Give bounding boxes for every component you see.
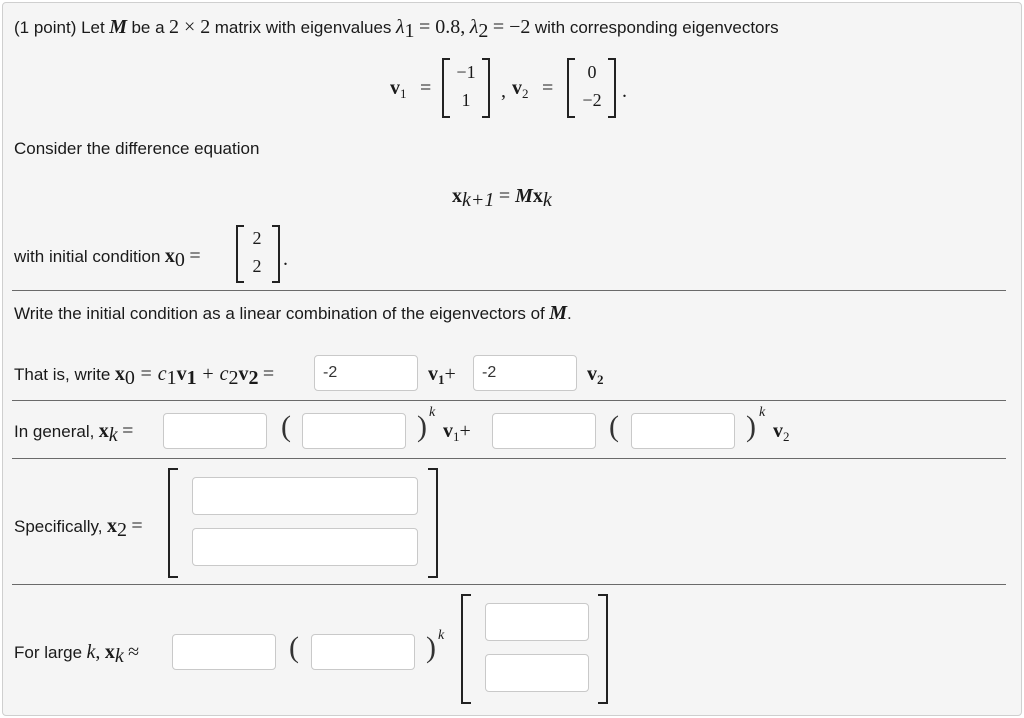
q2-exp-k-1: k [429,405,436,420]
large-k-base-input[interactable] [311,634,415,670]
x0-bracket-right [272,225,280,283]
v1-entry-1: −1 [456,62,476,82]
v2-equals: = [542,77,554,99]
matrix-symbol: M [109,16,127,38]
v1-bracket-right [482,58,490,118]
c2-input[interactable] [473,355,577,391]
initial-condition-line: with initial condition $x_0$ = [14,245,201,271]
intro-be-a: be a [131,18,165,37]
intro-matrix-text: matrix with eigenvalues [214,18,392,37]
general-coef1-input[interactable] [163,413,267,449]
v2-bracket-right [608,58,616,118]
lambda1-value: = 0.8, [419,16,466,38]
task-line: Write the initial condition as a linear combination of the eigenvectors of M. [14,302,572,324]
q2-paren-close-2: ) [746,410,756,443]
large-k-coef-input[interactable] [172,634,276,670]
q2-v2: $v_2$ [773,420,790,444]
general-coef2-input[interactable] [492,413,596,449]
divider-1 [12,290,1006,291]
general-base1-input[interactable] [302,413,406,449]
large-k-bracket-right [598,594,608,704]
q4-paren-close: ) [426,631,436,664]
lambda1-sub: 1 [404,20,415,42]
large-k-bracket-left [461,594,471,704]
large-k-vec-entry-1-input[interactable] [485,603,589,641]
q1-v2-after: $v_2$ [587,363,604,387]
v2-bracket-left [567,58,575,118]
divider-3 [12,458,1006,459]
q2-v1: $v_1+$ [443,420,471,444]
v1-label: $v_1$ [390,77,407,101]
lambda2-symbol: λ [469,16,479,38]
large-k-vec-entry-2-input[interactable] [485,654,589,692]
general-base2-input[interactable] [631,413,735,449]
q2-exp-k-2: k [759,405,766,420]
intro-point-text: (1 point) Let [14,18,105,37]
q3-label: Specifically, $x_2$ = [14,515,143,541]
v1-entry-2: 1 [461,90,471,110]
difference-equation: $x_{k+1} = Mx_k$ [452,185,552,211]
q4-label: For large k, $x_k$ ≈ [14,641,140,667]
q1-label: That is, write $x_0 = c_1v_1 + c_2v_2$ = [14,363,275,389]
matrix-dims: 2 × 2 [168,16,211,38]
q2-paren-close-1: ) [417,410,427,443]
q2-label: In general, $x_k$ = [14,420,134,446]
intro-tail: with corresponding eigenvectors [534,18,779,37]
v2-entry-1: 0 [587,62,597,82]
lambda2-value: = −2 [492,16,531,38]
x2-entry-1-input[interactable] [192,477,418,515]
v1-equals: = [420,77,432,99]
x2-entry-2-input[interactable] [192,528,418,566]
lambda2-sub: 2 [478,20,489,42]
x0-period: . [283,248,288,270]
q1-v1-after: $v_1+$ [428,363,456,387]
x0-entry-1: 2 [252,228,262,248]
v-comma: , [501,80,506,102]
q2-paren-open-2: ( [609,410,619,443]
v2-label: $v_2$ [512,77,529,101]
v1-bracket-left [442,58,450,118]
x2-bracket-right [428,468,438,578]
q4-paren-open: ( [289,631,299,664]
divider-4 [12,584,1006,585]
difference-intro: Consider the difference equation [14,139,260,158]
v-period: . [622,80,627,102]
q2-paren-open-1: ( [281,410,291,443]
c1-input[interactable] [314,355,418,391]
q4-exp-k: k [438,628,445,643]
x0-entry-2: 2 [252,256,262,276]
divider-2 [12,400,1006,401]
intro-line [14,16,779,42]
lambda1-symbol: λ [395,16,405,38]
x2-bracket-left [168,468,178,578]
v2-entry-2: −2 [582,90,602,110]
